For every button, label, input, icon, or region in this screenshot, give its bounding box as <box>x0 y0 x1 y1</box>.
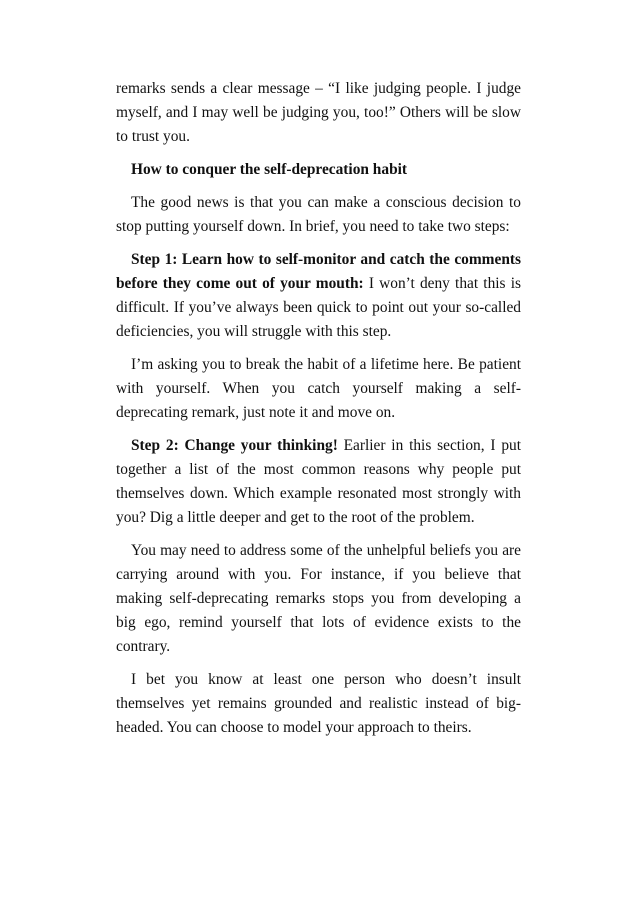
step-1-title: Step 1: Learn how to self-monitor and catch the comments before they come out of your mouth: <box>116 251 521 292</box>
paragraph-beliefs: You may need to address some of the unhelpful beliefs you are carrying around with you. For instance, if you believe that making self-deprecating remarks stops you from developing a big ego, remind yourself that lots of evidence exists to the contrary. <box>116 542 521 655</box>
document-page <box>116 77 521 749</box>
step-2-title: Step 2: Change your thinking! <box>131 437 338 454</box>
paragraph-step-1 <box>116 248 521 344</box>
paragraph-good-news: The good news is that you can make a conscious decision to stop putting yourself down. In brief, you need to take two steps: <box>116 194 521 235</box>
paragraph-step-2 <box>116 434 521 530</box>
paragraph-habit: I’m asking you to break the habit of a lifetime here. Be patient with yourself. When you catch yourself making a self-deprecating remark, just note it and move on. <box>116 356 521 421</box>
paragraph-intro: remarks sends a clear message – “I like judging people. I judge myself, and I may well be judging you, too!” Others will be slow to trust you. <box>116 80 521 145</box>
step-2-body: Earlier in this section, I put together a list of the most common reasons why people put themselves down. Which example resonated most strongly with you? Dig a little deeper and get to the root of the problem. <box>116 437 521 526</box>
section-heading: How to conquer the self-deprecation habit <box>131 161 408 178</box>
step-1-body: I won’t deny that this is difficult. If you’ve always been quick to point out your so-called deficiencies, you will struggle with this step. <box>116 275 521 340</box>
paragraph-model: I bet you know at least one person who doesn’t insult themselves yet remains grounded and realistic instead of big-headed. You can choose to model your approach to theirs. <box>116 671 521 736</box>
